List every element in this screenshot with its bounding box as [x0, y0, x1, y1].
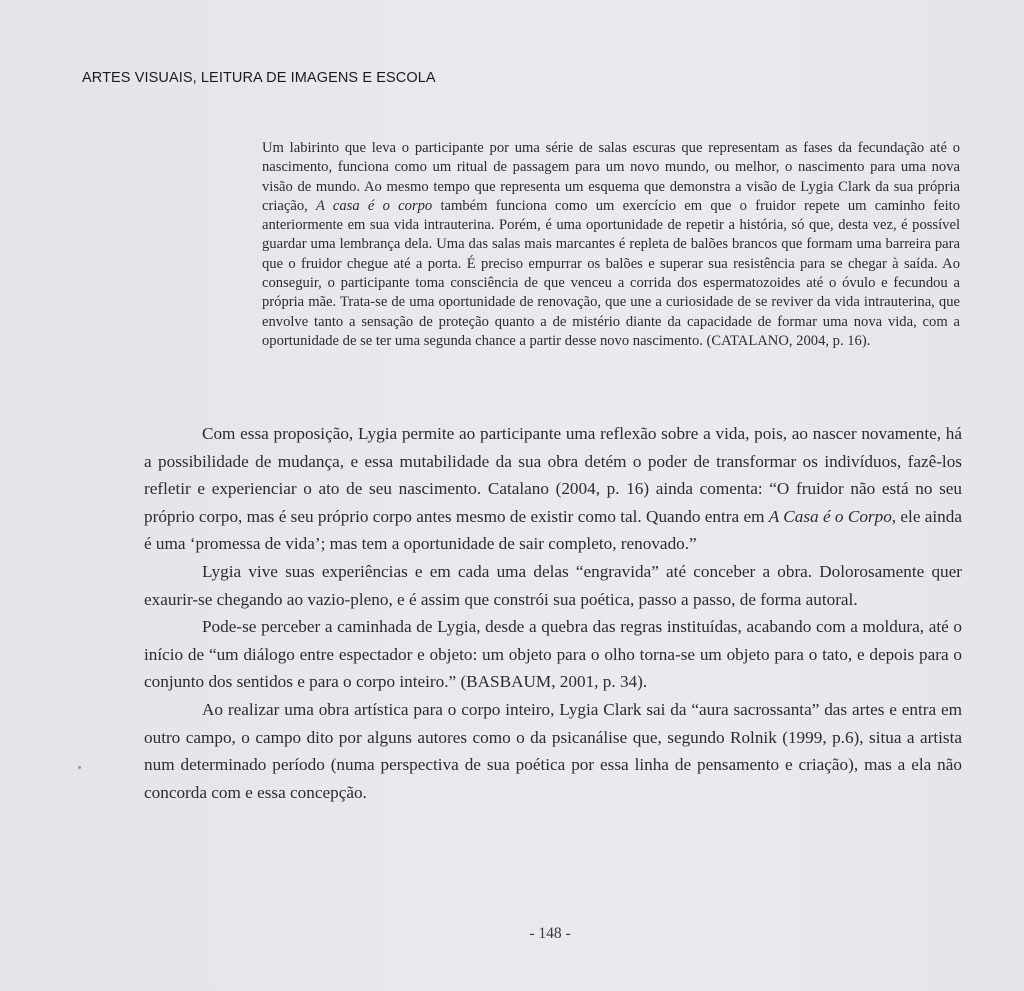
quote-text-1: Um labirinto que leva o participante por uma série de salas escuras que representam as fases da fecundação até o nascimento, funciona como um ritual de passagem para um novo mundo, ou melhor, o nascimento para uma nova visão de mundo. Ao mesmo tempo que representa um esquema que demonstra a visão de Lygia Clark da sua própria criação,	[262, 140, 960, 214]
block-quote	[262, 139, 960, 351]
paragraph-1-work-title: A Casa é o Corpo	[768, 506, 892, 526]
quote-work-title: A casa é o corpo	[316, 197, 433, 214]
paragraph-3: Pode-se perceber a caminhada de Lygia, desde a quebra das regras instituídas, acabando com a moldura, até o início de “um diálogo entre espectador e objeto: um objeto para o olho torna-se um objeto para o tato, e depois para o conjunto dos sentidos e para o corpo inteiro.” (BASBAUM, 2001, p. 34).	[144, 617, 962, 692]
main-text	[144, 420, 962, 806]
quote-paragraph	[262, 139, 960, 351]
paragraph-4: Ao realizar uma obra artística para o corpo inteiro, Lygia Clark sai da “aura sacrossanta” das artes e entra em outro campo, o campo dito por alguns autores como o da psicanálise que, segundo Rolnik (1999, p.6), situa a artista num determinado período (numa perspectiva de sua poética por essa linha de pensamento e criação), mas a ela não concorda com e essa concepção.	[144, 699, 962, 802]
page-number: - 148 -	[529, 925, 571, 942]
paragraph-2: Lygia vive suas experiências e em cada uma delas “engravida” até conceber a obra. Dolorosamente quer exaurir-se chegando ao vazio-pleno, e é assim que constrói sua poética, passo a passo, de forma autoral.	[144, 561, 962, 609]
paper-speck	[78, 766, 81, 769]
quote-text-2: também funciona como um exercício em que o fruidor repete um caminho feito anteriormente em sua vida intrauterina. Porém, é uma oportunidade de repetir a história, só que, desta vez, é possível guardar uma lembrança dela. Uma das salas mais marcantes é repleta de balões brancos que formam uma barreira para que o fruidor chegue até a porta. É preciso empurrar os balões e superar sua resistência para se chegar à saída. Ao conseguir, o participante toma consciência de que venceu a corrida dos espermatozoides até o óvulo e fecundou a própria mãe. Trata-se de uma oportunidade de renovação, que une a curiosidade de se reviver da vida intrauterina, que envolve tanto a sensação de proteção quanto a de mistério diante da capacidade de formar uma nova vida, com a oportunidade de se ter uma segunda chance a partir desse novo nascimento. (CATALANO, 2004, p. 16).	[262, 197, 960, 349]
paragraph-1-text-a: Com essa proposição, Lygia permite ao participante uma reflexão sobre a vida, pois, ao nascer novamente, há a possibilidade de mudança, e essa mutabilidade da sua obra detém o poder de transformar os indivíduos, fazê-los refletir e experienciar o ato de seu nascimento. Catalano (2004, p. 16) ainda comenta: “O fruidor não está no seu próprio corpo, mas é seu próprio corpo antes mesmo de existir como tal. Quando entra em	[144, 424, 962, 526]
paragraph-1	[144, 420, 962, 558]
paragraph-1-text-b: , ele ainda é uma ‘promessa de vida’; mas tem a oportunidade de sair completo, renovado.”	[144, 506, 962, 554]
running-title: ARTES VISUAIS, LEITURA DE IMAGENS E ESCOLA	[82, 70, 436, 86]
